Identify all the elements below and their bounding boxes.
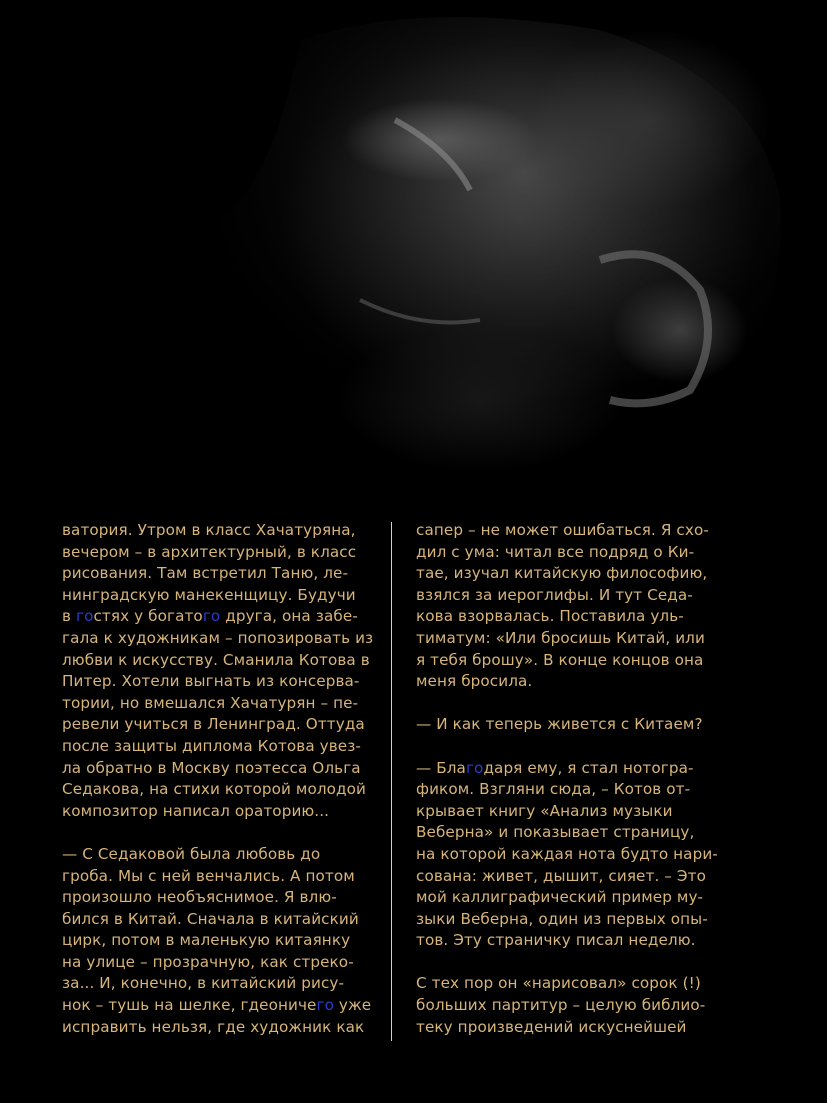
text-fragment: — Бла bbox=[416, 758, 466, 777]
text-line: тов. Эту страничку писал неделю. bbox=[416, 931, 696, 950]
text-line: на улице – прозрачную, как стреко- bbox=[62, 952, 354, 971]
text-line bbox=[62, 606, 382, 628]
text-line: бился в Китай. Сначала в китайский bbox=[62, 909, 359, 928]
text-line: — С Седаковой была любовь до bbox=[62, 844, 321, 863]
text-line: Питер. Хотели выгнать из консерва- bbox=[62, 672, 360, 691]
paragraph-gap bbox=[416, 736, 736, 758]
text-line: взялся за иероглифы. И тут Седа- bbox=[416, 585, 693, 604]
text-line: цирк, потом в маленькую китаянку bbox=[62, 931, 351, 950]
text-line: ревели учиться в Ленинград. Оттуда bbox=[62, 715, 365, 734]
text-fragment: друга, она забе- bbox=[220, 607, 358, 626]
text-line: зыки Веберна, один из первых опы- bbox=[416, 909, 708, 928]
text-line: больших партитур – целую библио- bbox=[416, 996, 706, 1015]
text-line: ватория. Утром в класс Хачатуряна, bbox=[62, 521, 356, 539]
text-line: тории, но вмешался Хачатурян – пе- bbox=[62, 693, 359, 712]
text-line bbox=[416, 758, 736, 780]
text-line: вечером – в архитектурный, в класс bbox=[62, 542, 357, 561]
text-line: я тебя брошу». В конце концов она bbox=[416, 650, 704, 669]
column-divider bbox=[391, 522, 392, 1041]
text-line: Веберна» и показывает страницу, bbox=[416, 823, 695, 842]
text-line: мой каллиграфический пример му- bbox=[416, 888, 704, 907]
text-line: крывает книгу «Анализ музыки bbox=[416, 801, 673, 820]
text-line: на которой каждая нота будто нари- bbox=[416, 844, 718, 863]
text-fragment: в bbox=[62, 607, 76, 626]
text-line: рисования. Там встретил Таню, ле- bbox=[62, 564, 349, 583]
text-line: меня бросила. bbox=[416, 672, 533, 691]
text-line: теку произведений искуснейшей bbox=[416, 1017, 687, 1036]
text-fragment: стях у богато bbox=[93, 607, 203, 626]
right-text-column bbox=[416, 520, 736, 1038]
text-line: композитор написал ораторию... bbox=[62, 801, 330, 820]
highlighted-fragment: го bbox=[75, 607, 94, 626]
text-line: ла обратно в Москву поэтесса Ольга bbox=[62, 758, 361, 777]
portrait-silhouette bbox=[0, 0, 827, 500]
paragraph-gap bbox=[416, 693, 736, 715]
text-line: гала к художникам – попозировать из bbox=[62, 628, 374, 647]
text-line: за... И, конечно, в китайский рису- bbox=[62, 974, 345, 993]
paragraph-gap bbox=[416, 952, 736, 974]
text-line: гроба. Мы с ней венчались. А потом bbox=[62, 866, 355, 885]
text-line: С тех пор он «нарисовал» сорок (!) bbox=[416, 974, 701, 993]
text-line: нинградскую манекенщицу. Будучи bbox=[62, 585, 356, 604]
text-line: кова взорвалась. Поставила уль- bbox=[416, 607, 684, 626]
text-line: произошло необъяснимое. Я влю- bbox=[62, 888, 337, 907]
highlighted-fragment: го bbox=[465, 758, 484, 777]
text-line: исправить нельзя, где художник как bbox=[62, 1017, 365, 1036]
text-line: — И как теперь живется с Китаем? bbox=[416, 715, 703, 734]
text-line: тиматум: «Или бросишь Китай, или bbox=[416, 628, 705, 647]
text-line: тае, изучал китайскую философию, bbox=[416, 564, 708, 583]
paragraph-gap bbox=[62, 822, 382, 844]
text-line: любви к искусству. Сманила Котова в bbox=[62, 650, 370, 669]
text-fragment: даря ему, я стал нотогра- bbox=[483, 758, 694, 777]
text-fragment: уже bbox=[333, 996, 372, 1015]
text-line: Седакова, на стихи которой молодой bbox=[62, 780, 366, 799]
text-line: дил с ума: читал все подряд о Ки- bbox=[416, 542, 695, 561]
text-line: сапер – не может ошибаться. Я схо- bbox=[416, 521, 709, 539]
text-fragment: нок – тушь на шелке, гдеониче bbox=[62, 996, 317, 1015]
text-line: после защиты диплома Котова увез- bbox=[62, 736, 362, 755]
text-line: фиком. Взгляни сюда, – Котов от- bbox=[416, 780, 691, 799]
text-line: сована: живет, дышит, сияет. – Это bbox=[416, 866, 706, 885]
highlighted-fragment: го bbox=[316, 996, 334, 1015]
highlighted-fragment: го bbox=[202, 607, 221, 626]
text-line bbox=[62, 995, 382, 1017]
left-text-column bbox=[62, 520, 382, 1038]
